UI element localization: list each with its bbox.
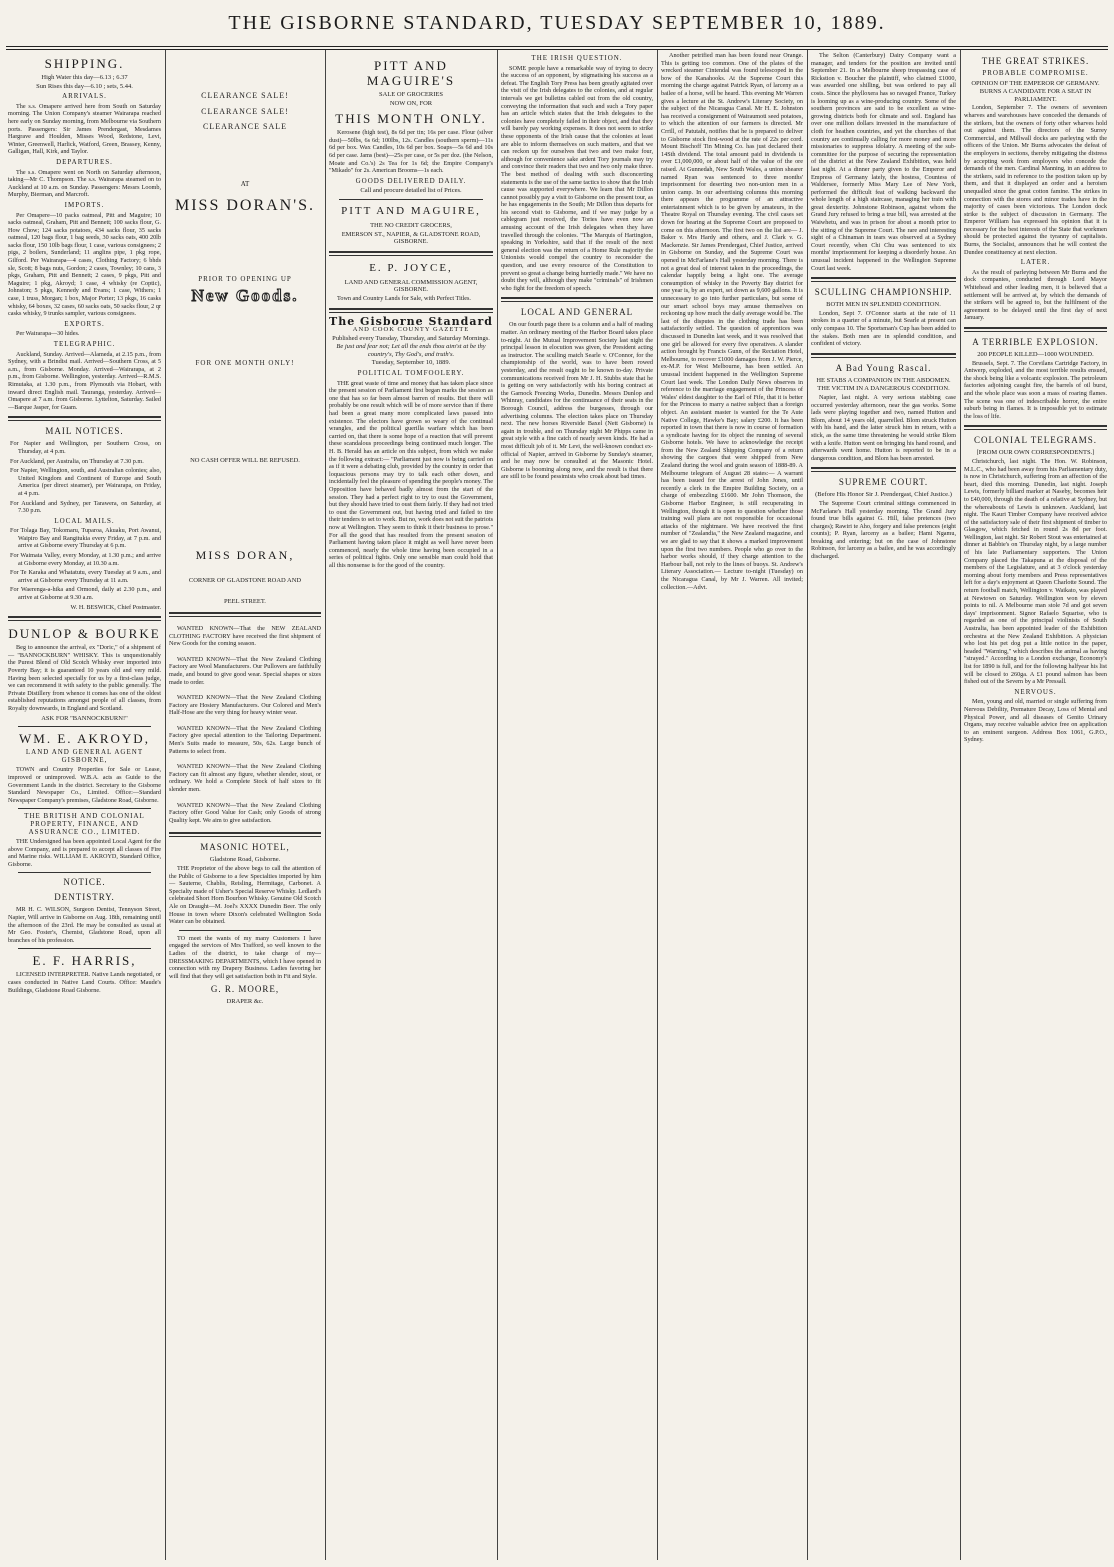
dunlop-ask: ASK FOR "BANNOCKBURN!": [41, 714, 128, 722]
rascal-heading: A Bad Young Rascal.: [835, 362, 932, 373]
dentistry-heading: DENTISTRY.: [54, 892, 115, 903]
strikes-heading: THE GREAT STRIKES.: [981, 56, 1090, 66]
strikes-subheading: PROBABLE COMPROMISE.: [982, 69, 1089, 77]
dunlop-text: Beg to announce the arrival, ex "Doric," of a shipment of— "BANNOCKBURN" WHISKY. This is unquestionably the Purest Blend of Old Scotch Whisky ever imported into Poverty Bay; it is guaranteed 10 years old and very mild. Having been selected specially for us by a first-class judge, we can recommend it with safety to the public generally. The Private Distillery from whence it comes has one of the oldest established reputations amongst people of all classes, from Royalty downwards, in England and Scotland.: [8, 644, 161, 712]
new-goods-title: New Goods.: [191, 285, 299, 305]
joyce-text: Town and Country Lands for Sale, with Perfect Titles.: [337, 294, 471, 302]
imports-text: Per Omapere—10 packs oatmeal, Pitt and Maguire; 10 sacks oatmeal, Graham, Pitt and Bennett; 100 sacks flour, G. How Chow; 124 sacks potatoes, 434 sacks flour, 35 sacks oatmeal, 120 bags flour, 1 bag seeds, 30 sacks oats, 400 20lb sacks flour, 150 10lb bags flour, 1 case, various consignees; 2 pigs, 2 boilers, Sunderland; 11 anglins pipe, 1 pkg rope, Gilford. Per Wairarapa—4 cases, Clothing Factory; 6 bhds sle, Scott; 8 bags nuts, Gordon; 2 cases, Townley; 10 cans, 3 pkgs, Graham, Pitt and Bennett; 2 cases, 9 pkgs, Pitt and Maguire; 1 pkg, Akroyd; 1 case, 4 whisky (re Coptic), Johnston; 5 pkgs, Kennedy and Evans; 1 case, Withers; 1 case, 1 truss, Morgan; 1 box, Major Porter; 13 pkgs, 16 casks whisky, 64 boxes, 32 cases, 60 sacks oats, 50 sacks flour, 2 qr casks whisky, 9 trunks sampler, various consignees.: [8, 211, 161, 318]
grocery-price-list: Kerosene (high test), 8s 6d per tin; 16s per case. Flour (silver dust)—50lbs, 6s 6d; 100lbs, 12s. Candles (southern sperm)—11s 6d per box. Wax Candles, 10s 6d per box. Soaps—5s 6d and 10s 6d per case. Jams (best)—25s per case, or 5s per doz. (the Nelson, Moate and Co.'s) 2s Tea for 1s 6d; the Empire Company's "Mikado" for 2s. American Brooms—1s each.: [329, 129, 493, 175]
column-shipping: [8, 52, 161, 1560]
akroyd-heading: WM. E. AKROYD,: [19, 731, 150, 747]
pitt-address: EMERSON ST., NAPIER, & GLADSTONE ROAD, GISBORNE.: [341, 230, 481, 246]
strikes-subheading: BURNS A CANDIDATE FOR A SEAT IN PARLIAMENT.: [979, 88, 1092, 103]
column-rule: [325, 50, 326, 1560]
clearance-at: AT: [240, 179, 250, 188]
issue-date: Tuesday, September 10, 1889.: [371, 359, 451, 367]
telegraphic-heading: TELEGRAPHIC.: [53, 340, 116, 348]
editorial-text: THE great waste of time and money that has taken place since the present session of Parliament first began marks the session as one that has so far been almost barren of results. But there will probably be one result which will be of more service than if there had been a great many more complicated laws passed into existence. The electors have grown so weary of the continual wrangles, and the political guerilla warfare which has been carried on, that there is some hope of a reaction that will prevent these scandalous proceedings being continued much longer. The H. B. Herald has an article on this subject, from which we make the following extract:— "Parliament just now is being carried on as if it were a debating club, provided by the country in order that loquacious persons may try to talk each other down, and incidentally feel the pleasure of spending the people's money. The Opposition have behaved badly almost from the start of the session. They had a perfect right to try to oust the Government, but they should have tried to oust them fairly. If they had not tried to oust the Government out, but having tried and failed to tire their tenders to set to work. But no, work does not suit the patriots now at Wellington. They seem to think it their business to prose." For all the good that has resulted from the present session of Parliament having taken place it might as well have never been commenced, nearly the whole time having been occupied in a series of political fights. Only one sensible man could hold that all this nonsense is for the good of the country.: [329, 379, 493, 569]
mail-item: For Auckland, per Australia, on Thursday at 7.30 p.m.: [10, 457, 144, 465]
column-rule: [657, 50, 658, 1560]
explosion-text: Brussels, Sept. 7. The Corvilans Cartridge Factory, in Antwerp, exploded, and the most terrible results ensued, the shock being like a volcanic explosion. The petroleum factories adjoining caught fire, the barrels of oil burst, and the whole place was soon a mass of roaring flames. The scene was one of indescribable horror, the entire suburb being in flames. It is impossible yet to estimate the loss of life.: [964, 359, 1107, 420]
column-local-news: [661, 52, 803, 1560]
pitt-maguire-heading: PITT AND MAGUIRE'S: [366, 58, 456, 88]
masthead-rule-bottom: [6, 49, 1108, 50]
newspaper-title: THE GISBORNE STANDARD, TUESDAY SEPTEMBER 10, 1889.: [228, 12, 886, 34]
sale-text: SALE OF GROCERIES: [379, 91, 443, 98]
divider: [8, 416, 161, 421]
divider: [8, 616, 161, 621]
imports-heading: IMPORTS.: [64, 200, 105, 209]
prior-text: PRIOR TO OPENING UP: [198, 275, 292, 284]
mail-item: For Tolaga Bay, Tokomaru, Tuparoa, Akuaku, Port Awanui, Waipiro Bay and Rangitukia every Friday, at 7 p.m. and arrive at Gisborne every Thursday at 6 p.m.: [10, 527, 161, 550]
local-general-text: On our fourth page there is a column and a half of reading matter. An ordinary meeting of the Harbor Board takes place to-night. At the Mutual Improvement Society last night the principal lesson in elocution was given, the President acting as instructor. The sculling match Searle v. O'Connor, for the championship of the world, was to have been rowed yesterday, and the result ought to be known to-day. Private communications received from Mr J. H. Stubbs state that he is getting on very satisfactorily with his boring contract at the Garnock Freezing Works, Dunedin. Messrs Dunlop and Whinray, candidates for the continuance of their seats in the Borough Council, address the burgesses, through our advertising columns. The election takes place on Thursday next. The new horses Riverside Baxel (Nett Gisborne) is again in trouble, and on Thursday night Mr Phipps came in great style with a fine catch of nearly seven kinds. He had a most difficult job of it. Mr Levi, the well-known conduct ex-official of Napier, arrived in Gisborne by Sunday's steamer, and he may now be consulted at the Masonic Hotel. Gisborne is booming along now, and the result is that there are still to be found pessimists who croak about bad times.: [501, 321, 653, 481]
this-month-title: THIS MONTH ONLY.: [335, 111, 487, 127]
call-text: Call and procure detailed list of Prices.: [360, 187, 462, 195]
arrivals-heading: ARRIVALS.: [62, 92, 107, 101]
editorial-heading: POLITICAL TOMFOOLERY.: [357, 369, 465, 378]
exports-heading: EXPORTS.: [64, 319, 105, 328]
joyce-heading: E. P. JOYCE,: [369, 261, 453, 274]
section-heading-shipping: SHIPPING.: [44, 56, 125, 71]
wanted-known-ad: WANTED KNOWN—That the New Zealand Clothing Factory offer Good Value for Cash; only Goods of strong Quality kept. We aim to give satisfaction.: [169, 801, 321, 824]
column-telegrams: [964, 52, 1107, 1560]
explosion-heading: A TERRIBLE EXPLOSION.: [972, 337, 1099, 347]
akroyd-text: TOWN and Country Properties for Sale or Lease, improved or unimproved. W.B.A. acts as Guide to the Government Lands in the district. Secretary to the Gisborne Standard Newspaper Co., Limited. Office:—Standard Newspaper Company's premises, Gladstone Road, Gisborne.: [8, 766, 161, 804]
british-heading: THE BRITISH AND COLONIAL PROPERTY, FINANCE, AND ASSURANCE CO., LIMITED.: [24, 812, 145, 836]
wanted-known-ad: WANTED KNOWN—That the New Zealand Clothing Factory are Hosiery Manufacturers. Our Colored and Men's Half-Hose are the very thing for heavy winter wear.: [169, 694, 321, 717]
divider: [964, 327, 1107, 332]
clearance-ad: [169, 92, 321, 606]
column-rule: [807, 50, 808, 1560]
masthead: [0, 0, 1114, 46]
harris-heading: E. F. HARRIS,: [32, 953, 137, 969]
divider: [179, 930, 311, 931]
notice-heading: NOTICE.: [63, 877, 106, 888]
divider: [964, 425, 1107, 430]
telegraphic-text: Auckland, Sunday. Arrived—Alameda, at 2.15 p.m., from Sydney, with a Brindisi mail. Arrived—Southern Cross, at 5 a.m., from Gisborne. Monday. Arrived—Wairarapa, at 2 p.m., from Gisborne. Wellington, yesterday. Arrived—R.M.S. Rimutaka, at 1.30 p.m., from Plymouth via Hobart, with inward direct English mail. Tauranga, yesterday. Arrived—Omapere at 7 a.m. from Gisborne. Lyttelton, Saturday. Sailed—Barque Jasper, for Guam.: [8, 350, 161, 411]
peel-text: PEEL STREET.: [224, 598, 266, 606]
mail-notices-heading: MAIL NOTICES.: [45, 426, 124, 437]
nervous-heading: NERVOUS.: [1014, 687, 1057, 696]
local-news-text: Another petrified man has been found near Orange. This is getting too common. One of the plates of the wrecked steamer Cintendal was found telescoped in the bow of the Kanahooks. At the Supreme Court this morning the charge against Patrick Ryan, of larceny as a bailee of a horse, will be heard. This evening Mr Warren gives a lecture at the St. Andrew's Literary Society, on the subject of the Nicaragua Canal. Mr H. E. Johnston has received a consignment of Wairaumoti seed potatoes, to which the attention of our farmers is directed. Mr Crrill, of Patutahi, notifies that he is prepared to deliver to Gisborne stock first-wood at the rate of 22s per cord. Mount Bischoff Tin Mining Co. has just declared their 14Sth dividend. The total amount paid in dividends is over £1,000,000, or about half of the value of the ore raised. At Gunnedah, New South Wales, a union shearer named Ryan was sentenced to three months' imprisonment for deserting two non-union men in a union camp. In our advertising columns this morning there appears the programme of an attractive entertainment which is to be given by amateurs, in the Theatre Royal on Thursday evening. The civil cases set down for hearing at the Supreme Court are proposed to come on this afternoon. The first two on the list are— J. Baker v. Mrs Hardy and others, and J. Clark v. G. Mackenzie. Sir James Prendergast, Chief Justice, arrived in Gisborne on Sunday, and the Supreme Court was opened in McFarlane's Hall yesterday morning. There is not a great deal of interest taken in the proceedings, the calendar happily being a light one. The average consumption of whisky in the Poverty Bay district for one year is, by an expert, set down as 9,600 gallons. It is unnecessary to go into further particulars, but some of our smart school boys may amuse themselves on reckoning up how much the daily average would be. The last of the disputes in the clothing trade has been satisfactorily settled. The question of apprentices was discussed in Dunedin last week, and it was resolved that one girl be allowed for every five operatives. A slander action brought by Francis Gunn, of the Rectation Hotel, Melbourne, to recover £1000 damages from J. W. Pierce, ex-M.P. for West Melbourne, has been settled. An unusual incident happened in the Wellington Supreme Court last week. The London Daily News observes in reference to the marriage engagement of the Princess of Wales' eldest daughter to the Earl of Fife, that it is better for the Princess to marry a native subject than a foreign object. An assistant master is wanted for the Te Aute Native College, Hawke's Bay; salary £200. It has been reported in town that there is now in course of formation a syndicate having for its object the running of several Gisborne hotels. We have to acknowledge the receipt from the New Zealand Shipping Company of a return showing the cargoes that were shipped from New Zealand during the wool and grain season of 1888-89. A Melbourne telegram of August 28 states:— A warrant has been issued for the arrest of John Jones, until recently a clerk in the Empire Building Society, on a charge of embezzling £1600. Mr John Thomson, the Gisborne Harbor Engineer, is still recuperating in Wellington, though it is open to question whether those training wall plans are not responsible for occasional attacks of the nightmare. We have received the first number of "Zealandia," the New Zealand magazine, and we are glad to say that it shows a marked improvement upon the first two numbers. People who go over to the harbor works should, if they charge attention to the Harbour ball, not rely to the lines of buoys. St. Andrew's Literary Association.— Lecture to-night (Tuesday) on the Nicaragua Canal, by Mr J. Warren. All invited; collection.—Advt.: [661, 52, 803, 591]
explosion-subheading: 200 PEOPLE KILLED—1000 WOUNDED.: [977, 351, 1094, 358]
divider: [329, 308, 493, 313]
sculling-text: London, Sept 7. O'Connor starts at the rate of 11 strokes in a quarter of a minute, but Searle at present can only compass 10. The Sportsman's Cup has been added to the stakes. Both men are in splendid condition, and confident of victory.: [811, 309, 956, 348]
mail-item: For Te Karaka and Whatatutu, every Tuesday at 9 a.m., and arrive at Gisborne every Thursday at 11 a.m.: [10, 569, 161, 584]
paper-nameplate: The Gisborne Standard: [329, 314, 493, 328]
one-month-text: FOR ONE MONTH ONLY!: [195, 358, 295, 367]
column-editorial: [329, 52, 493, 1560]
mail-signature: W. H. BESWICK, Chief Postmaster.: [70, 603, 161, 611]
masonic-text: THE Proprietor of the above begs to call the attention of the Public of Gisborne to a few Specialties imported by him— Sauterne, Chablis, Reisling, Hermitage, Carbonet. A Specialty made of Usher's Special Reserve Whisky. Ledlard's celebrated Short Horn Bourbon Whisky. Genuine Old Scotch Ale on Draught—M. Joel's XXXX Dunedin Beer. The only House in town where Dixon's celebrated Wellington Soda Water can be obtained.: [169, 865, 321, 926]
departures-text: The s.s. Omapere went on North on Saturday afternoon, taking—Mr C. Thompson. The s.s. Wairarapa steamed on to Auckland at 10 a.m. on Sunday. Passengers: Messrs Loomb, Murphy, Bierman, and Marcroft.: [8, 168, 161, 199]
supreme-court-heading: SUPREME COURT.: [838, 477, 929, 488]
sculling-heading: SCULLING CHAMPIONSHIP.: [814, 287, 953, 298]
strikes-text: London, September 7. The owners of seventeen wharves and warehouses have conceded the demands of the strikers, but the owners of forty other wharves hold out against them. The directors of the Surrey Commercial, and Millwall docks are parleying with the officers of the Union. Mr Burns advocates the defeat of the employers in sections, thereby mitigating the distress by accepting work from employers who concede the demands of the men. Cardinal Manning, in an address to the strikers, said in reference to the position taken up by them, and that it displayed an order and a heroism unequalled since the great cotton famine. The strikes in connection with the stores and minor trades have in the majority of cases been victorious. The London dock strike is the subject of discussion in Germany. The Emperor William has expressed his opinion that it is necessary for the best interests of the State that workmen should be protected against the tyranny of capitalists. Burns, the Socialist, announces that he will contest the Dundee constituency at next election.: [964, 104, 1107, 256]
rascal-subheading: HE STABS A COMPANION IN THE ABDOMEN.: [816, 376, 951, 384]
paper-motto: Be just and fear not; Let all the ends thou aim'st at be thy country's, Thy God's, and truth's.: [336, 343, 486, 358]
mail-item: LOCAL MAILS.: [54, 516, 115, 525]
general-news-text: The Selton (Canterbury) Dairy Company want a manager, and tenders for the position are invited until September 21. In a Melbourne sheep trespassing case of Rickstion v. Boucher the plaintiff, who claimed £1000, was awarded one shilling, but was ordered to pay all costs. Since the phylloxera has so ravaged France, Turkey is looming up as a wine-producing country. Some of the southern provinces are said to be excellent as wine-growing districts both for climate and soil. England has over one million dollars invested in the manufacture of cloth for heathen countries, and yet the churches of that country are continually calling for more money and more missionaries to suppress idolatry. A meeting of the sub-committee for the purpose of securing the representation of the district at the New Zealand Exhibition, was held last night. At a dinner party given to the Emperor and Empress of Germany lately, the hostess, Countess of Waldersee, formerly Miss Mary Lee of New York, performed the difficult feat of walking backward the whole length of a high staircase, managing her train with great dexterity. Johnstone Robinson, against whom the Grand Jury refused to bring a true bill, was arrested at the Waiwhetu, and was in prison for about a month prior to the sitting of the Supreme Court. The rare and interesting sight of a Chinaman in tears was observed at a Sydney Court recently, when Chi Chu was sentenced to six months' imprisonment for keeping a disorderly house. An unusual incident happened in the Wellington Supreme Court last week.: [811, 52, 956, 272]
moore-heading: G. R. MOORE,: [210, 984, 280, 995]
divider: [169, 612, 321, 617]
tides-line: High Water this day—6.13 ; 6.37: [41, 74, 128, 81]
mail-item: For Auckland and Sydney, per Tarawera, on Saturday, at 7.30 p.m.: [10, 499, 161, 515]
corner-text: CORNER OF GLADSTONE ROAD AND: [188, 576, 302, 584]
column-advertisements: [169, 52, 321, 1560]
wanted-known-ad: WANTED KNOWN—That the New Zealand Clothing Factory are Wool Manufacturers. Our Pullovers are faithfully made, and bound to give good wear. Special shapes or sizes made to order.: [169, 655, 321, 686]
no-credit-grocers: THE NO CREDIT GROCERS,: [370, 221, 452, 229]
strikes-subheading: OPINION OF THE EMPEROR OF GERMANY.: [971, 79, 1100, 87]
column-rule: [960, 50, 961, 1560]
divider: [18, 872, 151, 873]
paper-subtitle: AND COOK COUNTY GAZETTE: [352, 326, 470, 334]
british-text: THE Undersigned has been appointed Local Agent for the above Company, and is prepared to accept all classes of Fire and Marine risks. WILLIAM E. AKROYD, Standard Office, Gisborne.: [8, 838, 161, 868]
clearance-line: CLEARANCE SALE!: [201, 106, 289, 116]
dunlop-heading: DUNLOP & BOURKE: [8, 626, 161, 642]
masonic-subheading: Gladstone Road, Gisborne.: [209, 856, 281, 864]
wanted-known-ad: WANTED KNOWN—That the New Zealand Clothing Factory give special attention to the Tailoring Department. Men's Suits made to measure, 50s, 62s. Large bunch of Patterns to select from.: [169, 724, 321, 755]
rascal-text: Napier, last night. A very serious stabbing case occurred yesterday afternoon, near the gas works. Some lads were playing together and two, named Hutton and Blom, about 14 years old, quarrelled. Blom struck Hutton with his hand, and the latter struck him in return, with a stick, as the same time threatening he would strike Blom with a knife. Hutton went on bringing his hand round, and afterwards went home. Hutton is reported to be in a dangerous condition, and Blom has been arrested.: [811, 393, 956, 462]
joyce-subheading: LAND AND GENERAL COMMISSION AGENT, GISBORNE.: [344, 278, 478, 294]
rascal-subheading: THE VICTIM IN A DANGEROUS CONDITION.: [817, 385, 950, 393]
moore-subheading: DRAPER &c.: [226, 998, 264, 1006]
divider: [811, 353, 956, 358]
divider: [18, 948, 151, 949]
mail-item: For Waimata Valley, every Monday, at 1.30 p.m.; and arrive at Gisborne every Monday, at 10.30 a.m.: [10, 552, 161, 567]
masthead-rule-top: [6, 46, 1108, 47]
sculling-subheading: BOTH MEN IN SPLENDID CONDITION.: [826, 301, 941, 309]
column-irish-question: [501, 52, 653, 1560]
now-on-text: NOW ON, FOR: [389, 99, 433, 107]
dressmaking-text: TO meet the wants of my many Customers I have engaged the services of Mrs Trafford, so well known to the Ladies of the district, to take charge of my— DRESSMAKING DEPARTMENTS, which I have opened in connection with my Drapery Business. Ladies favoring her will find that they will get satisfaction both in Fit and Style.: [169, 934, 321, 980]
dentistry-text: MR H. C. WILSON, Surgeon Dentist, Tennyson Street, Napier, Will arrive in Gisborne on Aug. 18th, remaining until the afternoon of the 23rd. He may be consulted as usual at Mr Geo. Foster's, Chemist, Gladstone Road, upon all branches of his profession.: [8, 906, 161, 944]
local-general-heading: LOCAL AND GENERAL: [520, 307, 634, 318]
clearance-line: CLEARANCE SALE: [203, 122, 287, 132]
later-text: As the result of parleying between Mr Burns and the dock companies, conducted through Lord Mayor Whitehead and other leading men, it is believed that a settlement will be arrived at, by which the demands of the strikers will be agreed to, but the fulfilment of the agreement to be delayed until the first day of next January.: [964, 268, 1107, 322]
harris-text: LICENSED INTERPRETER. Native Lands negotiated, or cases conducted in Native Land Courts. Office: Maude's Buildings, Gladstone Road Gisborne.: [8, 971, 161, 994]
divider: [811, 277, 956, 282]
irish-text: SOME people have a remarkable way of trying to decry the success of an opponent, by stigmatising his success as a defeat. The English Tory Press has been greatly agitated over the visit of the Irish delegates to the colonies, and at regular intervals we get bulletins cabled out from the old country, conveying the information that such and such a Tory paper has an article which states that the Irish delegates to the colonies have completely failed in their object, and that they will barely pay working expenses. It does not seem to strike these opponents of the Irish cause that the colonies at least are able to inform themselves on such matters, and that we can reckon up for ourselves that two and two make four, although for convenience sake ardent Tory journals may try and convince their readers that two and two only make three. The best method of dealing with such disconcerting statements is the use of the same tactics to show that the Irish cause was supported everywhere. We learn that Mr Dillon cannot possibly pay a visit to Gisborne on the present tour, as he has engagements in the South; Mr Dillon thus departs for his second visit to Gisborne, and if we may judge by a cablegram just received, the Tories have even now an amusing account of the Irish delegates when they have travelled through the colonies. "The Marquis of Hartington, speaking in Yorkshire, said that if the result of the next general election was the return of a Home Rule majority the Unionists would compel the country to reconsider the question, and use every resource of the Constitution to prevent so great a change being hurriedly made." We have no doubt they will, although they make "criminals" of Irishmen who fight for the freedom of speech.: [501, 64, 653, 292]
mail-item: For Napier and Wellington, per Southern Cross, on Thursday, at 4 p.m.: [10, 440, 161, 455]
divider: [339, 199, 483, 200]
masonic-heading: MASONIC HOTEL,: [200, 842, 290, 853]
goods-delivered: GOODS DELIVERED DAILY.: [355, 176, 467, 185]
irish-heading: THE IRISH QUESTION.: [531, 54, 623, 62]
divider: [18, 726, 151, 727]
sun-line: Sun Rises this day—6.10 ; sets, 5.44.: [36, 82, 133, 90]
wanted-known-ad: WANTED KNOWN—That the New Zealand Clothing Factory can fit almost any figure, whether slender, stout, or ordinary. We hold a Complete Stock of half sizes to fit slender men.: [169, 763, 321, 794]
column-rule: [497, 50, 498, 1560]
nervous-text: Men, young and old, married or single suffering from Nervous Debility, Premature Decay, Loss of Mental and Physical Power, and all diseases of Genito Urinary Organs, may receive valuable advice free on application to an eminent surgeon. Address Box 1061, G.P.O., Sydney.: [964, 698, 1107, 744]
miss-doran-name: MISS DORAN,: [195, 547, 295, 562]
publication-schedule: Published every Tuesday, Thursday, and Saturday Mornings.: [332, 334, 490, 342]
miss-dorans-title: MISS DORAN'S.: [174, 197, 316, 215]
wanted-known-ad: WANTED KNOWN—That the NEW ZEALAND CLOTHING FACTORY have received the first shipment of New Goods for the coming season.: [169, 624, 321, 648]
colonial-text: Christchurch, last night. The Hon. W. Robinson, M.L.C., who had been away from his Parliamentary duty, is now in Christchurch, suffering from an affection of the heart, died this morning. Dunedin, last night. Joseph Lewis, formerly billiard marker at Naseby, becomes heir to £40,000, through the death of a relative at Sydney, but the whereabouts of Lewis is unknown. Auckland, last night. The Kauri Timber Company have received advice of the satisfactory sale of their first shipment of timber to Glasgow, which fetched in round 2s 8d per foot. Wellington, last night. Sir Robert Stout was entertained at dinner at Babbie's on Thursday night, by a large number of his late Parliamentary supporters. The Union Company placed the Takapuna at the disposal of the members of the Legislature, and at 3 o'clock yesterday morning about forty members and Press representatives left for a day's enjoyment at Queen Charlotte Sound. The return football match, Wellington v. Waikato, was played at Newtown on Saturday. Wellington won by eleven points to nil. A Melbourne man stole 7d and got seven days' imprisonment. Signor Rafaelo Squarise, who is regarded as one of the principal violinists of South Australia, has been appointed leader of the Exhibition orchestra at the New Zealand Exhibition. A physician who lost his pet dog put a little notice in the paper, headed "Warning," which describes the animal as having "strayed." According to a London exchange, Economy's list for 1890 is full, and for the following halfyear his list will be closed to 260ga. A £1 pound salmon has been fished out of the Severn by a Mr Pressall.: [964, 457, 1107, 686]
divider: [329, 251, 493, 256]
supreme-court-text: The Supreme Court criminal sittings commenced in McFarlane's Hall yesterday morning. The Grand Jury found true bills against G. Hill, false pretences (two charges); Rawiri te Aho, forgery and false pretences (eight counts); P. Ryan, larceny as a bailee; Hami Ngamu, breaking and entering; but on the case of Johnstone Robinson, for larceny as a bailee, and he was accordingly discharged.: [811, 499, 956, 561]
column-rule: [165, 50, 166, 1560]
divider: [811, 467, 956, 472]
divider: [169, 832, 321, 837]
clearance-line: CLEARANCE SALE!: [201, 91, 289, 100]
divider: [501, 297, 653, 302]
no-cash-text: NO CASH OFFER WILL BE REFUSED.: [190, 457, 300, 465]
divider: [18, 808, 151, 809]
pitt-maguire-name: PITT AND MAGUIRE,: [341, 204, 481, 217]
colonial-subheading: [FROM OUR OWN CORRESPONDENTS.]: [976, 449, 1095, 457]
akroyd-subheading: LAND AND GENERAL AGENT GISBORNE,: [25, 748, 144, 764]
later-heading: LATER.: [1020, 258, 1051, 267]
colonial-heading: COLONIAL TELEGRAMS.: [974, 435, 1097, 446]
mail-item: For Waerenga-a-hika and Ormond, daily at 2.30 p.m., and arrive at Gisborne at 9.30 a.m.: [10, 586, 161, 602]
supreme-court-subheading: (Before His Honor Sir J. Prendergast, Chief Justice.): [815, 491, 952, 499]
exports-text: Per Wairarapa—30 hides.: [16, 330, 80, 338]
mail-item: For Napier, Wellington, south, and Australian colonies; also, United Kingdom and Continent of Europe and South America (per direct steamer), per Wairarapa, on Friday, at 4 p.m.: [10, 467, 161, 497]
departures-heading: DEPARTURES.: [56, 157, 113, 166]
column-court-news: [811, 52, 956, 1560]
arrivals-text: The s.s. Omapere arrived here from South on Saturday morning. The Union Company's steamer Wairarapa reached here early on Sunday morning, from Melbourne via Southern ports. Passengers: Sir James Prendergast, Mesdames Hargrave and Houlden, Misses Wood, Redstone, Levi, Winter, Greenwell, Harlick, Watford, Green, Brassey, Kenny, Galligan, Hall, Kirk, and Taylor.: [8, 102, 161, 156]
